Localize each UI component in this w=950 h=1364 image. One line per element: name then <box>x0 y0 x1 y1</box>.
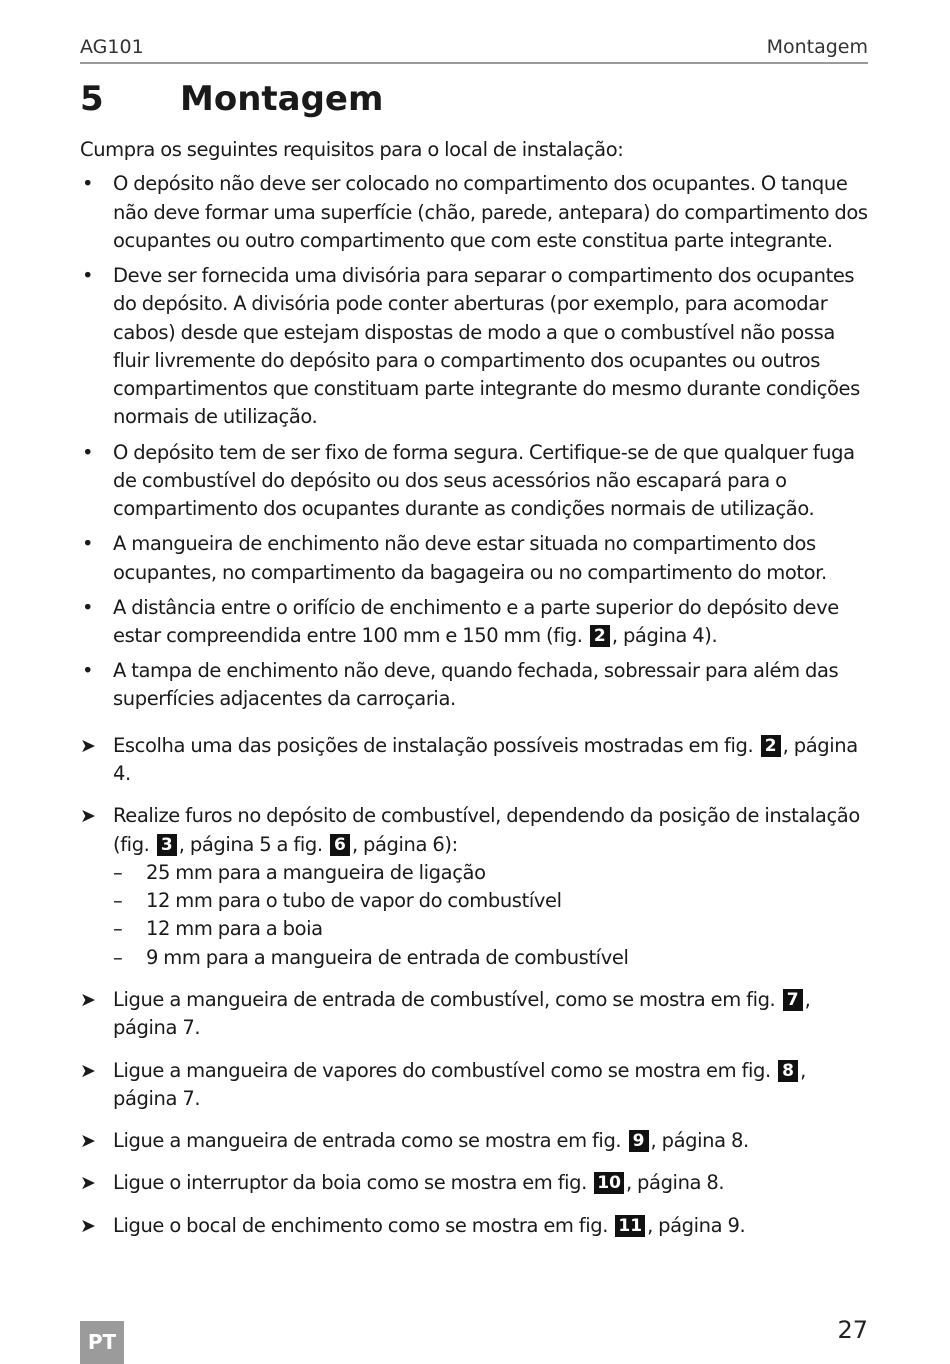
step-text: , página 8. <box>650 1129 749 1153</box>
step-text: , página 9. <box>647 1213 746 1237</box>
arrow-icon: ➤ <box>80 1130 96 1153</box>
list-item-text: A tampa de enchimento não deve, quando fechada, sobressair para além das superfícies adjacentes da carroçaria. <box>113 659 839 711</box>
page-content <box>80 136 870 1254</box>
figure-reference: 2 <box>590 625 610 647</box>
hole-size-list <box>113 859 870 972</box>
instruction-step <box>80 802 870 972</box>
sub-list-item <box>113 944 870 972</box>
list-item-text: Deve ser fornecida uma divisória para separar o compartimento dos ocupantes do depósito. A divisória pode conter aberturas (por exemplo, para acomodar cabos) desde que estejam dispostas de modo a que o combustível não possa fluir livremente do depósito para o compartimento dos ocupantes ou outros compartimentos que constituam parte integrante do mesmo durante condições normais de utilização. <box>113 263 860 429</box>
figure-reference: 8 <box>778 1060 798 1082</box>
figure-reference: 9 <box>629 1130 649 1152</box>
figure-reference: 10 <box>594 1172 624 1194</box>
bullet-icon: • <box>82 440 94 464</box>
arrow-icon: ➤ <box>80 805 96 828</box>
step-text: Ligue o interruptor da boia como se mostra em fig. <box>113 1171 587 1195</box>
step-text: , página 7. <box>113 1058 806 1110</box>
header-product: AG101 <box>80 36 144 58</box>
instruction-steps <box>80 732 870 1240</box>
dash-icon: – <box>113 945 123 969</box>
sub-list-text: 9 mm para a mangueira de entrada de combustível <box>146 945 629 969</box>
figure-reference: 7 <box>783 989 803 1011</box>
step-text: , página 4. <box>113 733 858 785</box>
arrow-icon: ➤ <box>80 1214 96 1237</box>
list-item-text: , página 4). <box>611 623 718 647</box>
requirements-list <box>80 170 870 713</box>
list-item <box>80 657 870 714</box>
header-section: Montagem <box>766 36 868 58</box>
page-number: 27 <box>837 1316 868 1344</box>
chapter-title: Montagem <box>180 79 384 119</box>
arrow-icon: ➤ <box>80 1059 96 1082</box>
instruction-step <box>80 732 870 789</box>
instruction-step <box>80 1057 870 1114</box>
list-item <box>80 170 870 255</box>
arrow-icon: ➤ <box>80 734 96 757</box>
list-item <box>80 262 870 432</box>
step-text: , página 5 a fig. <box>178 832 323 856</box>
list-item <box>80 439 870 524</box>
chapter-number: 5 <box>80 79 104 119</box>
sub-list-item <box>113 859 870 887</box>
step-text: Ligue a mangueira de vapores do combustível como se mostra em fig. <box>113 1058 771 1082</box>
sub-list-text: 12 mm para a boia <box>146 917 323 941</box>
bullet-icon: • <box>82 172 94 196</box>
figure-reference: 6 <box>330 834 350 856</box>
dash-icon: – <box>113 917 123 941</box>
list-item-text: A mangueira de enchimento não deve estar situada no compartimento dos ocupantes, no compartimento da bagageira ou no compartimento do motor. <box>113 532 827 584</box>
sub-list-text: 25 mm para a mangueira de ligação <box>146 860 486 884</box>
step-text: , página 7. <box>113 988 811 1040</box>
bullet-icon: • <box>82 263 94 287</box>
intro-text: Cumpra os seguintes requisitos para o local de instalação: <box>80 138 624 161</box>
step-text: Ligue a mangueira de entrada como se mostra em fig. <box>113 1129 622 1153</box>
arrow-icon: ➤ <box>80 1172 96 1195</box>
step-text: Escolha uma das posições de instalação possíveis mostradas em fig. <box>113 733 754 757</box>
list-item <box>80 530 870 587</box>
dash-icon: – <box>113 860 123 884</box>
sub-list-item <box>113 887 870 915</box>
step-text: , página 6): <box>351 832 458 856</box>
arrow-icon: ➤ <box>80 989 96 1011</box>
list-item <box>80 594 870 651</box>
sub-list-item <box>113 915 870 943</box>
page-header <box>80 30 868 64</box>
language-badge: PT <box>80 1321 124 1364</box>
step-text: , página 8. <box>625 1171 725 1195</box>
instruction-step <box>80 986 870 1043</box>
step-text: Ligue a mangueira de entrada de combustível, como se mostra em fig. <box>113 988 776 1011</box>
figure-reference: 2 <box>761 735 781 757</box>
bullet-icon: • <box>82 595 94 619</box>
dash-icon: – <box>113 889 123 913</box>
figure-reference: 11 <box>615 1215 645 1237</box>
figure-reference: 3 <box>157 834 177 856</box>
sub-list-text: 12 mm para o tubo de vapor do combustível <box>146 889 562 913</box>
instruction-step <box>80 1127 870 1155</box>
list-item-text: O depósito não deve ser colocado no compartimento dos ocupantes. O tanque não deve formar uma superfície (chão, parede, antepara) do compartimento dos ocupantes ou outro compartimento que com este constitua parte integrante. <box>113 172 868 252</box>
list-item-text: O depósito tem de ser fixo de forma segura. Certifique-se de que qualquer fuga de combustível do depósito ou dos seus acessórios não escapará para o compartimento dos ocupantes durante as condições normais de utilização. <box>113 440 855 521</box>
bullet-icon: • <box>82 659 94 683</box>
step-text: Realize furos no depósito de combustível, dependendo da posição de instalação (fig. <box>113 804 860 856</box>
bullet-icon: • <box>82 532 94 556</box>
list-item-text: A distância entre o orifício de enchimento e a parte superior do depósito deve estar compreendida entre 100 mm e 150 mm (fig. <box>113 595 839 647</box>
instruction-step <box>80 1212 870 1240</box>
step-text: Ligue o bocal de enchimento como se mostra em fig. <box>113 1213 609 1237</box>
instruction-step <box>80 1169 870 1197</box>
